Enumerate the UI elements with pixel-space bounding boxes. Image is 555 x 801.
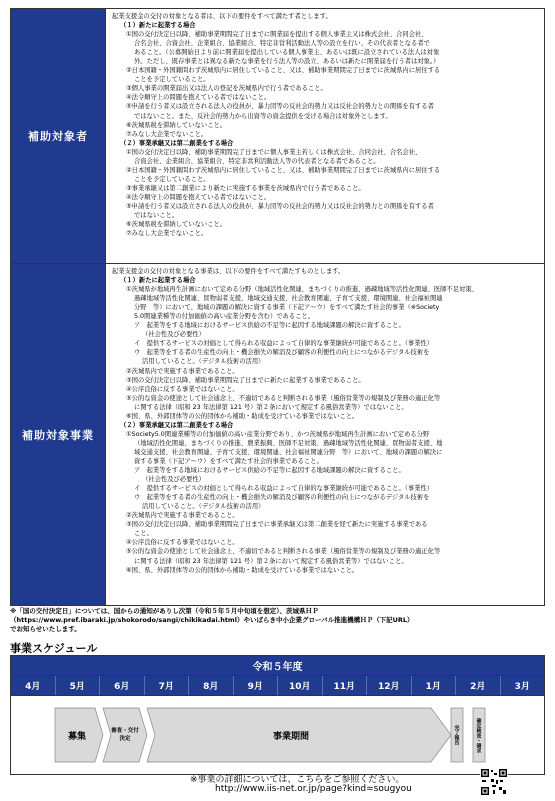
body-line: ア 起業等をする地域におけるサービス供給の不足等に起因する地域課題の解決に資すること。 — [134, 467, 405, 475]
notice-line: でお知らせいたします。 — [10, 625, 81, 633]
month-cell: 1月 — [412, 676, 457, 695]
fiscal-year: 令和５年度 — [11, 656, 544, 676]
body-line: 外。ただし、既存事業とは異なる新たな事業を行う法人等の設立、あるいは新たに開業届を行う者は対象。） — [134, 58, 440, 66]
month-cell: 5月 — [56, 676, 101, 695]
body-line: ②日本国籍・外国籍問わず茨城県内に居住していること、又は、補助事業期間完了日までに茨城県内に居住する — [126, 166, 441, 174]
body-line: 5.0関連業種等の付加価値の高い産業分野を含む）であること。 — [134, 313, 315, 321]
body-line: ア 起業等をする地域におけるサービス供給の不足等に起因する地域課題の解決に資すること。 — [134, 322, 405, 330]
body-line: ⑦みなし大企業でないこと。 — [126, 130, 208, 138]
complete-label: 完了報告 — [453, 725, 460, 745]
schedule-bars — [11, 696, 544, 774]
body-line: 起業支援金の交付の対象となる事業は、以下の要件をすべて満たすものとします。 — [112, 268, 345, 275]
body-line: 合資会社、企業組合、協業組合、特定非営利活動法人等の代表者となる者であること。 — [134, 157, 380, 165]
notice-text — [10, 607, 545, 634]
body-line: こと。 — [134, 530, 153, 538]
detail-url[interactable]: http://www.iis-net.or.jp/page?kind=sougyou — [215, 784, 412, 794]
body-line: 合名会社、合資会社、企業組合、協業組合、特定非営利活動法人等の設立を行い、その代表者となる者で — [134, 40, 430, 48]
body-line: に関する法律（昭和 23 年法律第 121 号）第２条において規定する風俗営業等）ではないこと。 — [134, 557, 408, 565]
body-line: 活用していること。（デジタル技術の活用） — [142, 503, 265, 511]
body-line: ②日本国籍・外国籍問わず茨城県内に居住していること、又は、補助事業期間完了日までに茨城県内に居住する — [126, 67, 441, 75]
body-line: に関する法律（昭和 23 年法律第 121 号）第２条において規定する風俗営業等）ではないこと。 — [134, 403, 408, 411]
month-cell: 9月 — [234, 676, 279, 695]
body-line: ウ 起業等をする者の生産性の向上・機会損失の解消及び顧客の利便性の向上につながるデジタル技術を — [134, 349, 430, 357]
body-line: ③国の交付決定日以降、補助事業期間完了日までに事業承継又は第二創業を経て新たに実施する事業である — [126, 521, 428, 529]
body-line: ⑤公的な資金の使途として社会通念上、不適切であると判断される事業（風俗営業等の規制及び業務の適正化等 — [126, 548, 441, 556]
body-line: ⑤申請を行う者又は設立される法人の役員が、暴力団等の反社会的勢力又は反社会的勢力との関係を有する者 — [126, 202, 434, 210]
subsection-heading: （１）新たに起業する場合 — [120, 22, 196, 30]
subsection-heading: （２）事業承継又は第二創業をする場合 — [120, 139, 234, 147]
eligibility-table — [10, 8, 545, 606]
month-cell: 6月 — [100, 676, 145, 695]
notice-line: （https://www.pref.ibaraki.jp/shokorodo/sangi/chikikadai.html）やいばらき中小企業グローバル推進機構ＨＰ（下記URL） — [10, 616, 414, 624]
body-line: ⑥国、県、外郭団体等の公的団体から補助・助成を受けている事業ではないこと。 — [126, 566, 359, 574]
body-line: ①国の交付決定日以降、補助事業期間完了日までに開業届を提出する個人事業主又は株式会社、合同会社、 — [126, 31, 428, 39]
schedule-title: 事業スケジュール — [10, 642, 98, 655]
period-label: 事業期間 — [272, 731, 309, 742]
review-label: 審査・交付決定 — [111, 728, 139, 742]
body-line: ⑥国、県、外郭団体等の公的団体から補助・助成を受けている事業ではないこと。 — [126, 412, 359, 420]
body-line: ③国の交付決定日以降、補助事業期間完了日までに新たに起業する事業であること。 — [126, 376, 365, 384]
qr-code-icon — [480, 768, 508, 796]
month-row — [11, 676, 544, 696]
schedule-chart — [10, 655, 545, 775]
month-cell: 8月 — [189, 676, 234, 695]
body-line: ことを予定していること。 — [134, 76, 210, 84]
body-line: 過疎地域等活性化関連、買物弱者支援、地域交通支援、社会教育関連、子育て支援、環境関連、社会福祉関連 — [134, 295, 443, 303]
body-line: ②茨城県内で実施する事業であること。 — [126, 367, 239, 375]
recruit-label: 募集 — [67, 731, 86, 742]
month-cell: 3月 — [514, 682, 530, 692]
month-cell: 4月 — [11, 676, 56, 695]
notice-line: ※「国の交付決定日」については、国からの通知がありし次第（令和５年５月中旬頃を想定）、茨城県ＨＰ — [10, 607, 319, 615]
body-line: ④公序良俗に反する事業ではないこと。 — [126, 385, 239, 393]
subsection-heading: （１）新たに起業する場合 — [120, 277, 196, 285]
body-line: ④法令順守上の問題を抱えている者ではないこと。 — [126, 193, 271, 201]
body-line: ウ 起業等をする者の生産性の向上・機会損失の解消及び顧客の利便性の向上につながるデジタル技術を — [134, 494, 430, 502]
inspect-label: 確定検査・請求 — [475, 717, 482, 753]
body-line: ことを予定していること。 — [134, 175, 210, 183]
body-line: （地域活性化関連、まちづくりの推進、農業振興、医師不足対策、過疎地域等活性化関連、買物弱者支援、地 — [134, 439, 443, 447]
body-line: ①国の交付決定日以降、補助事業期間完了日までに個人事業主若しくは株式会社、合同会社、合名会社、 — [126, 148, 422, 156]
body-line: ⑤申請を行う者又は設立される法人の役員が、暴力団等の反社会的勢力又は反社会的勢力との関係を有する者 — [126, 103, 434, 111]
body-line: あること。（公募開始日より前に開業届を提出している個人事業主、あるいは既に設立されている法人は対象 — [134, 49, 440, 57]
body-line: ⑥茨城県税を滞納していないこと。 — [126, 121, 227, 129]
month-cell: 2月 — [456, 676, 501, 695]
body-line: ⑥茨城県税を滞納していないこと。 — [126, 221, 227, 229]
body-line: 資する事業（下記ア～ウ）をすべて満たす社会的事業であること。 — [134, 457, 323, 465]
body-line: ①茨城県が地域再生計画において定める分野（地域活性化関連、まちづくりの推進、過疎地域等活性化関連、医師不足対策、 — [126, 286, 478, 294]
body-line: ①Society5.0関連業種等の付加価値の高い産業分野であり、かつ茨城県が地域再生計画において定める分野 — [126, 430, 430, 438]
month-cell: 12月 — [367, 676, 412, 695]
body-line: （社会性及び必要性） — [142, 476, 205, 484]
body-line: （社会性及び必要性） — [142, 331, 205, 339]
body-line: 分野 等）において、地域の課題の解決に資する事業（下記ア～ウ）をすべて満たす社会的事業（※Society — [134, 304, 440, 312]
body-line: イ 提供するサービスの対価として得られる収益によって自律的な事業継続が可能であること。（事業性） — [134, 340, 434, 348]
body-line: ④法令順守上の問題を抱えている者ではないこと。 — [126, 94, 271, 102]
section-body — [106, 264, 544, 605]
body-line: ③個人事業の開業届出又は法人の登記を茨城県内で行う者であること。 — [126, 85, 327, 93]
body-line: ③事業承継又は第二創業により新たに実施する事業を茨城県内で行う者であること。 — [126, 184, 365, 192]
body-line: ではないこと。また、反社会的勢力から出資等の資金提供を受ける場合は対象外とします。 — [134, 112, 392, 120]
body-line: イ 提供するサービスの対価として得られる収益によって自律的な事業継続が可能であること。（事業性） — [134, 485, 434, 493]
section-target-business — [11, 264, 544, 605]
body-line: ⑦みなし大企業でないこと。 — [126, 230, 208, 238]
section-target-person — [11, 9, 544, 264]
body-line: ②茨城県内で実施する事業であること。 — [126, 512, 239, 520]
body-line: 域交通支援、社会教育関連、子育て支援、環境関連、社会福祉関連分野 等）において、地域の課題の解決に — [134, 448, 443, 456]
body-line: ではないこと。 — [134, 212, 179, 220]
body-line: 活用していること。（デジタル技術の活用） — [142, 358, 265, 366]
month-cell: 10月 — [278, 676, 323, 695]
body-line: ④公序良俗に反する事業ではないこと。 — [126, 539, 239, 547]
subsection-heading: （２）事業承継又は第二創業をする場合 — [120, 421, 234, 429]
section-header: 補助対象事業 — [11, 264, 106, 605]
body-line: ⑤公的な資金の使途として社会通念上、不適切であると判断される事業（風俗営業等の規制及び業務の適正化等 — [126, 394, 441, 402]
month-cell: 11月 — [323, 676, 368, 695]
detail-note: ※事業の詳細については、こちらをご参照ください。 — [190, 775, 405, 785]
month-cell: 7月 — [145, 676, 190, 695]
section-body — [106, 9, 544, 263]
section-header: 補助対象者 — [11, 9, 106, 263]
body-line: 起業支援金の交付の対象となる者は、以下の要件をすべて満たす者とします。 — [112, 13, 332, 20]
